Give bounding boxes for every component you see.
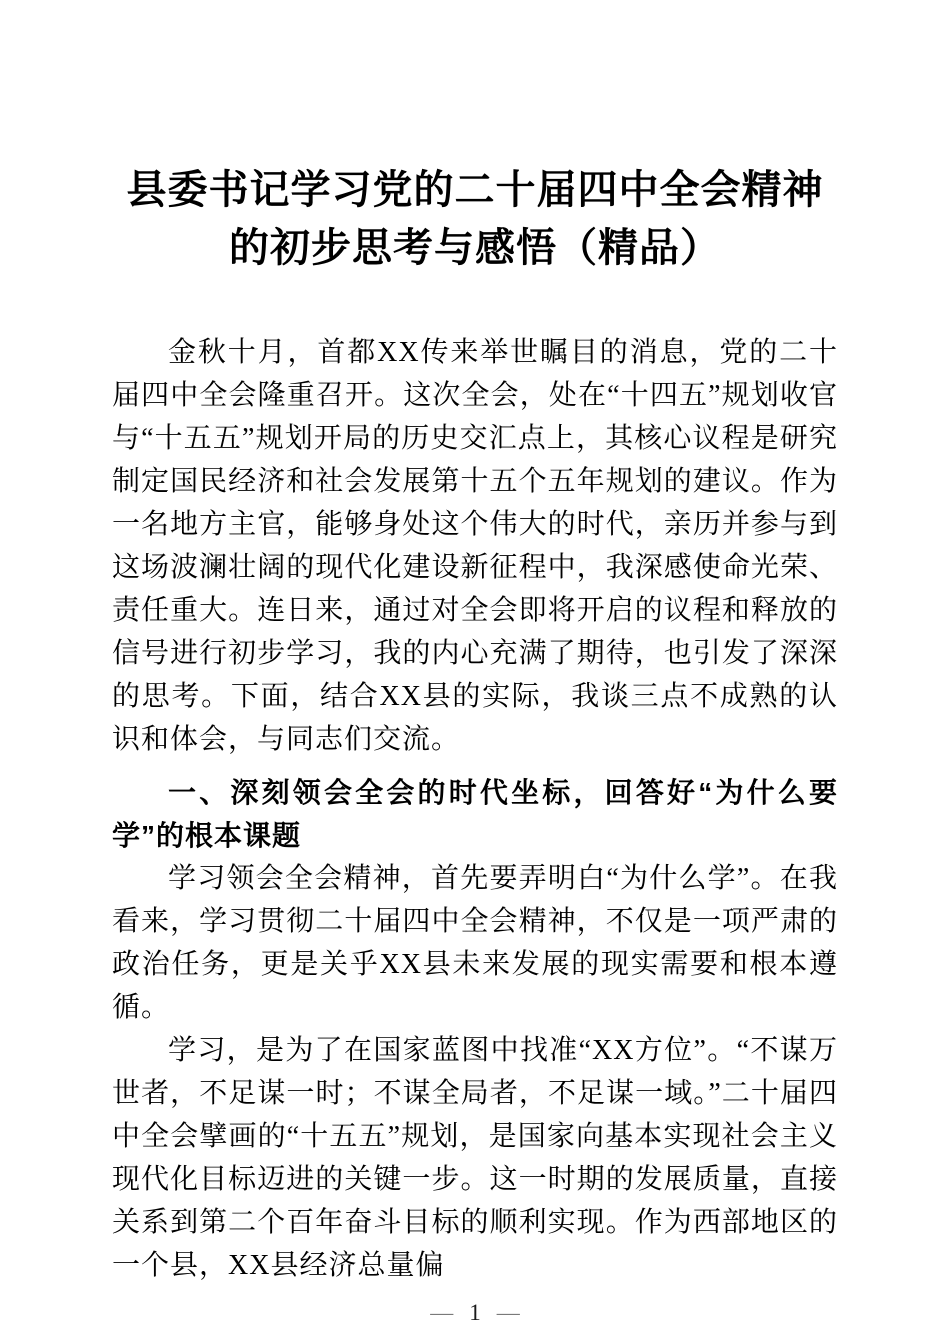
document-content (112, 0, 838, 1287)
section-heading-1: 一、深刻领会全会的时代坐标，回答好“为什么要学”的根本课题 (112, 777, 838, 851)
footer-dash-left: — (430, 1300, 454, 1325)
paragraph-why-learn: 学习领会全会精神，首先要弄明白“为什么学”。在我看来，学习贯彻二十届四中全会精神，不仅是一项严肃的政治任务，更是关乎XX县未来发展的现实需要和根本遵循。 (112, 863, 838, 1023)
footer-dash-right: — (496, 1300, 520, 1325)
page-number-footer (0, 1298, 950, 1328)
document-title: 县委书记学习党的二十届四中全会精神的初步思考与感悟（精品） (126, 167, 824, 270)
page-number: 1 (469, 1300, 481, 1325)
paragraph-intro: 金秋十月，首都XX传来举世瞩目的消息，党的二十届四中全会隆重召开。这次全会，处在“十四五”规划收官与“十五五”规划开局的历史交汇点上，其核心议程是研究制定国民经济和社会发展第十五个五年规划的建议。作为一名地方主官，能够身处这个伟大的时代，亲历并参与到这场波澜壮阔的现代化建设新征程中，我深感使命光荣、责任重大。连日来，通过对全会即将开启的议程和释放的信号进行初步学习，我的内心充满了期待，也引发了深深的思考。下面，结合XX县的实际，我谈三点不成熟的认识和体会，与同志们交流。 (112, 337, 838, 755)
paragraph-national-blueprint: 学习，是为了在国家蓝图中找准“XX方位”。“不谋万世者，不足谋一时；不谋全局者，不足谋一域。”二十届四中全会擘画的“十五五”规划，是国家向基本实现社会主义现代化目标迈进的关键一步。这一时期的发展质量，直接关系到第二个百年奋斗目标的顺利实现。作为西部地区的一个县，XX县经济总量偏 (112, 1035, 838, 1281)
